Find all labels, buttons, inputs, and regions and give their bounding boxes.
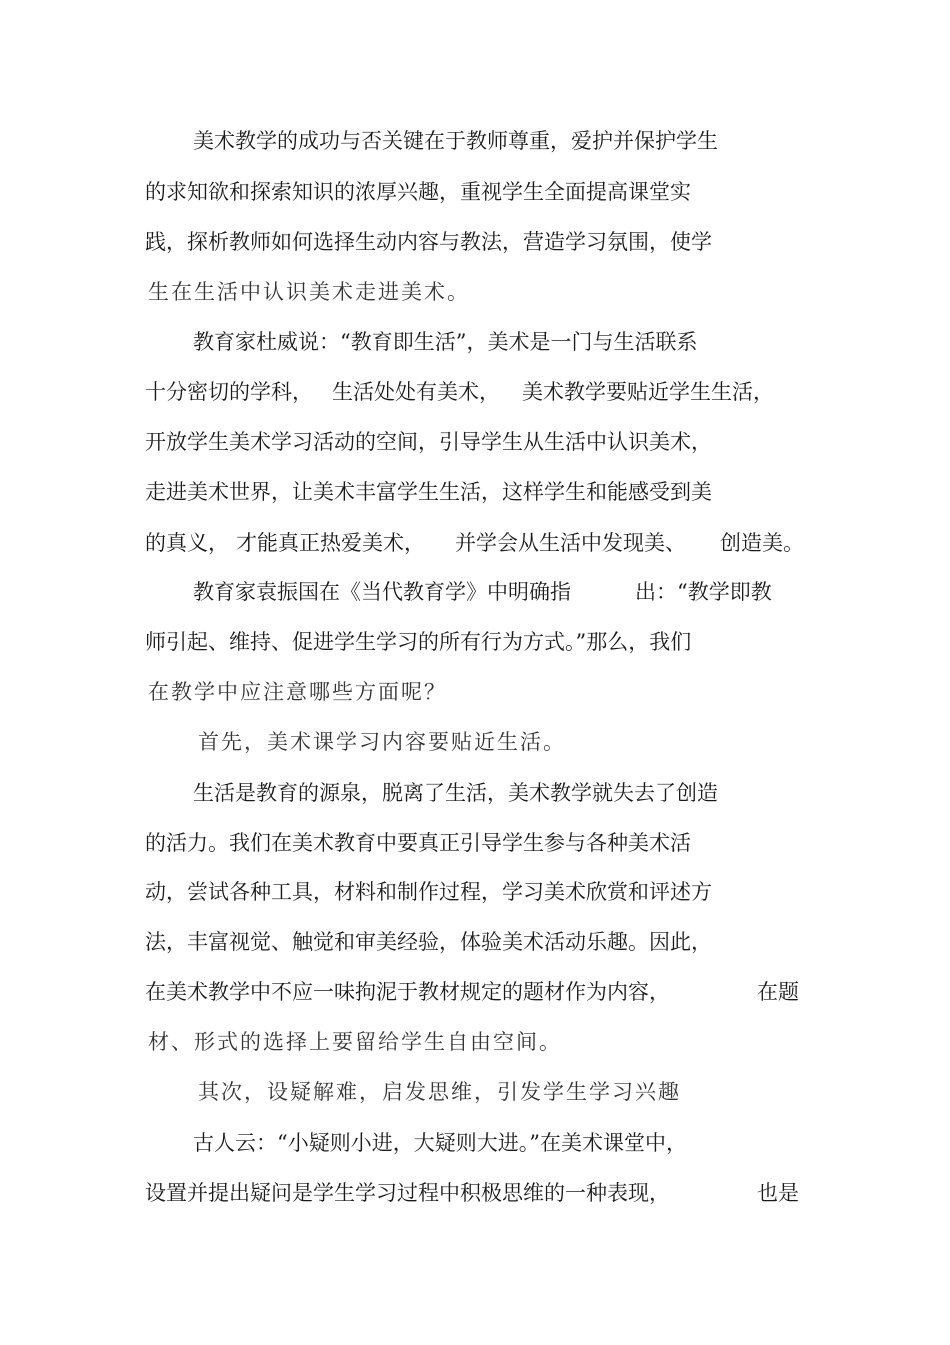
text-line: 践，探析教师如何选择生动内容与教法，营造学习氛围，使学: [145, 230, 712, 254]
text-line: 动，尝试各种工具，材料和制作过程，学习美术欣赏和评述方: [145, 880, 712, 904]
text-line: 生活处处有美术，: [332, 380, 500, 404]
section-heading: 首先，美术课学习内容要贴近生活。: [198, 730, 566, 754]
text-line: 开放学生美术学习活动的空间，引导学生从生活中认识美术，: [145, 430, 712, 454]
text-line: 法，丰富视觉、触觉和审美经验，体验美术活动乐趣。因此，: [145, 930, 712, 954]
text-line: 在教学中应注意哪些方面呢？: [148, 680, 447, 704]
text-line: 也是: [757, 1181, 799, 1205]
text-line: 才能真正热爱美术，: [236, 531, 425, 555]
text-line: 的活力。我们在美术教育中要真正引导学生参与各种美术活: [145, 831, 691, 855]
text-line: 教育家杜威说：“教育即生活”，美术是一门与生活联系: [193, 330, 698, 354]
text-line: 教育家袁振国在《当代教育学》中明确指: [193, 580, 571, 604]
text-line: 古人云：“小疑则小进，大疑则大进。”在美术课堂中，: [193, 1131, 687, 1155]
text-line: 生活是教育的源泉，脱离了生活，美术教学就失去了创造: [193, 781, 718, 805]
text-line: 材、形式的选择上要留给学生自由空间。: [148, 1030, 562, 1054]
text-line: 走进美术世界，让美术丰富学生生活，这样学生和能感受到美: [145, 480, 712, 504]
text-line: 在美术教学中不应一味拘泥于教材规定的题材作为内容，: [145, 980, 670, 1004]
text-line: 的求知欲和探索知识的浓厚兴趣，重视学生全面提高课堂实: [145, 180, 691, 204]
text-line: 并学会从生活中发现美、: [455, 531, 686, 555]
text-line: 师引起、维持、促进学生学习的所有行为方式。”那么，我们: [145, 630, 692, 654]
text-line: 在题: [757, 980, 799, 1004]
text-line: 的真义，: [145, 531, 229, 555]
text-line: 美术教学的成功与否关键在于教师尊重，爱护并保护学生: [193, 129, 718, 153]
text-line: 创造美。: [720, 531, 804, 555]
text-line: 美术教学要贴近学生生活，: [522, 380, 774, 404]
section-heading: 其次，设疑解难，启发思维，引发学生学习兴趣: [198, 1080, 681, 1104]
text-line: 生在生活中认识美术走进美术。: [148, 280, 470, 304]
text-line: 出：“教学即教: [635, 580, 772, 604]
text-line: 设置并提出疑问是学生学习过程中积极思维的一种表现，: [145, 1181, 670, 1205]
text-line: 十分密切的学科，: [145, 380, 313, 404]
